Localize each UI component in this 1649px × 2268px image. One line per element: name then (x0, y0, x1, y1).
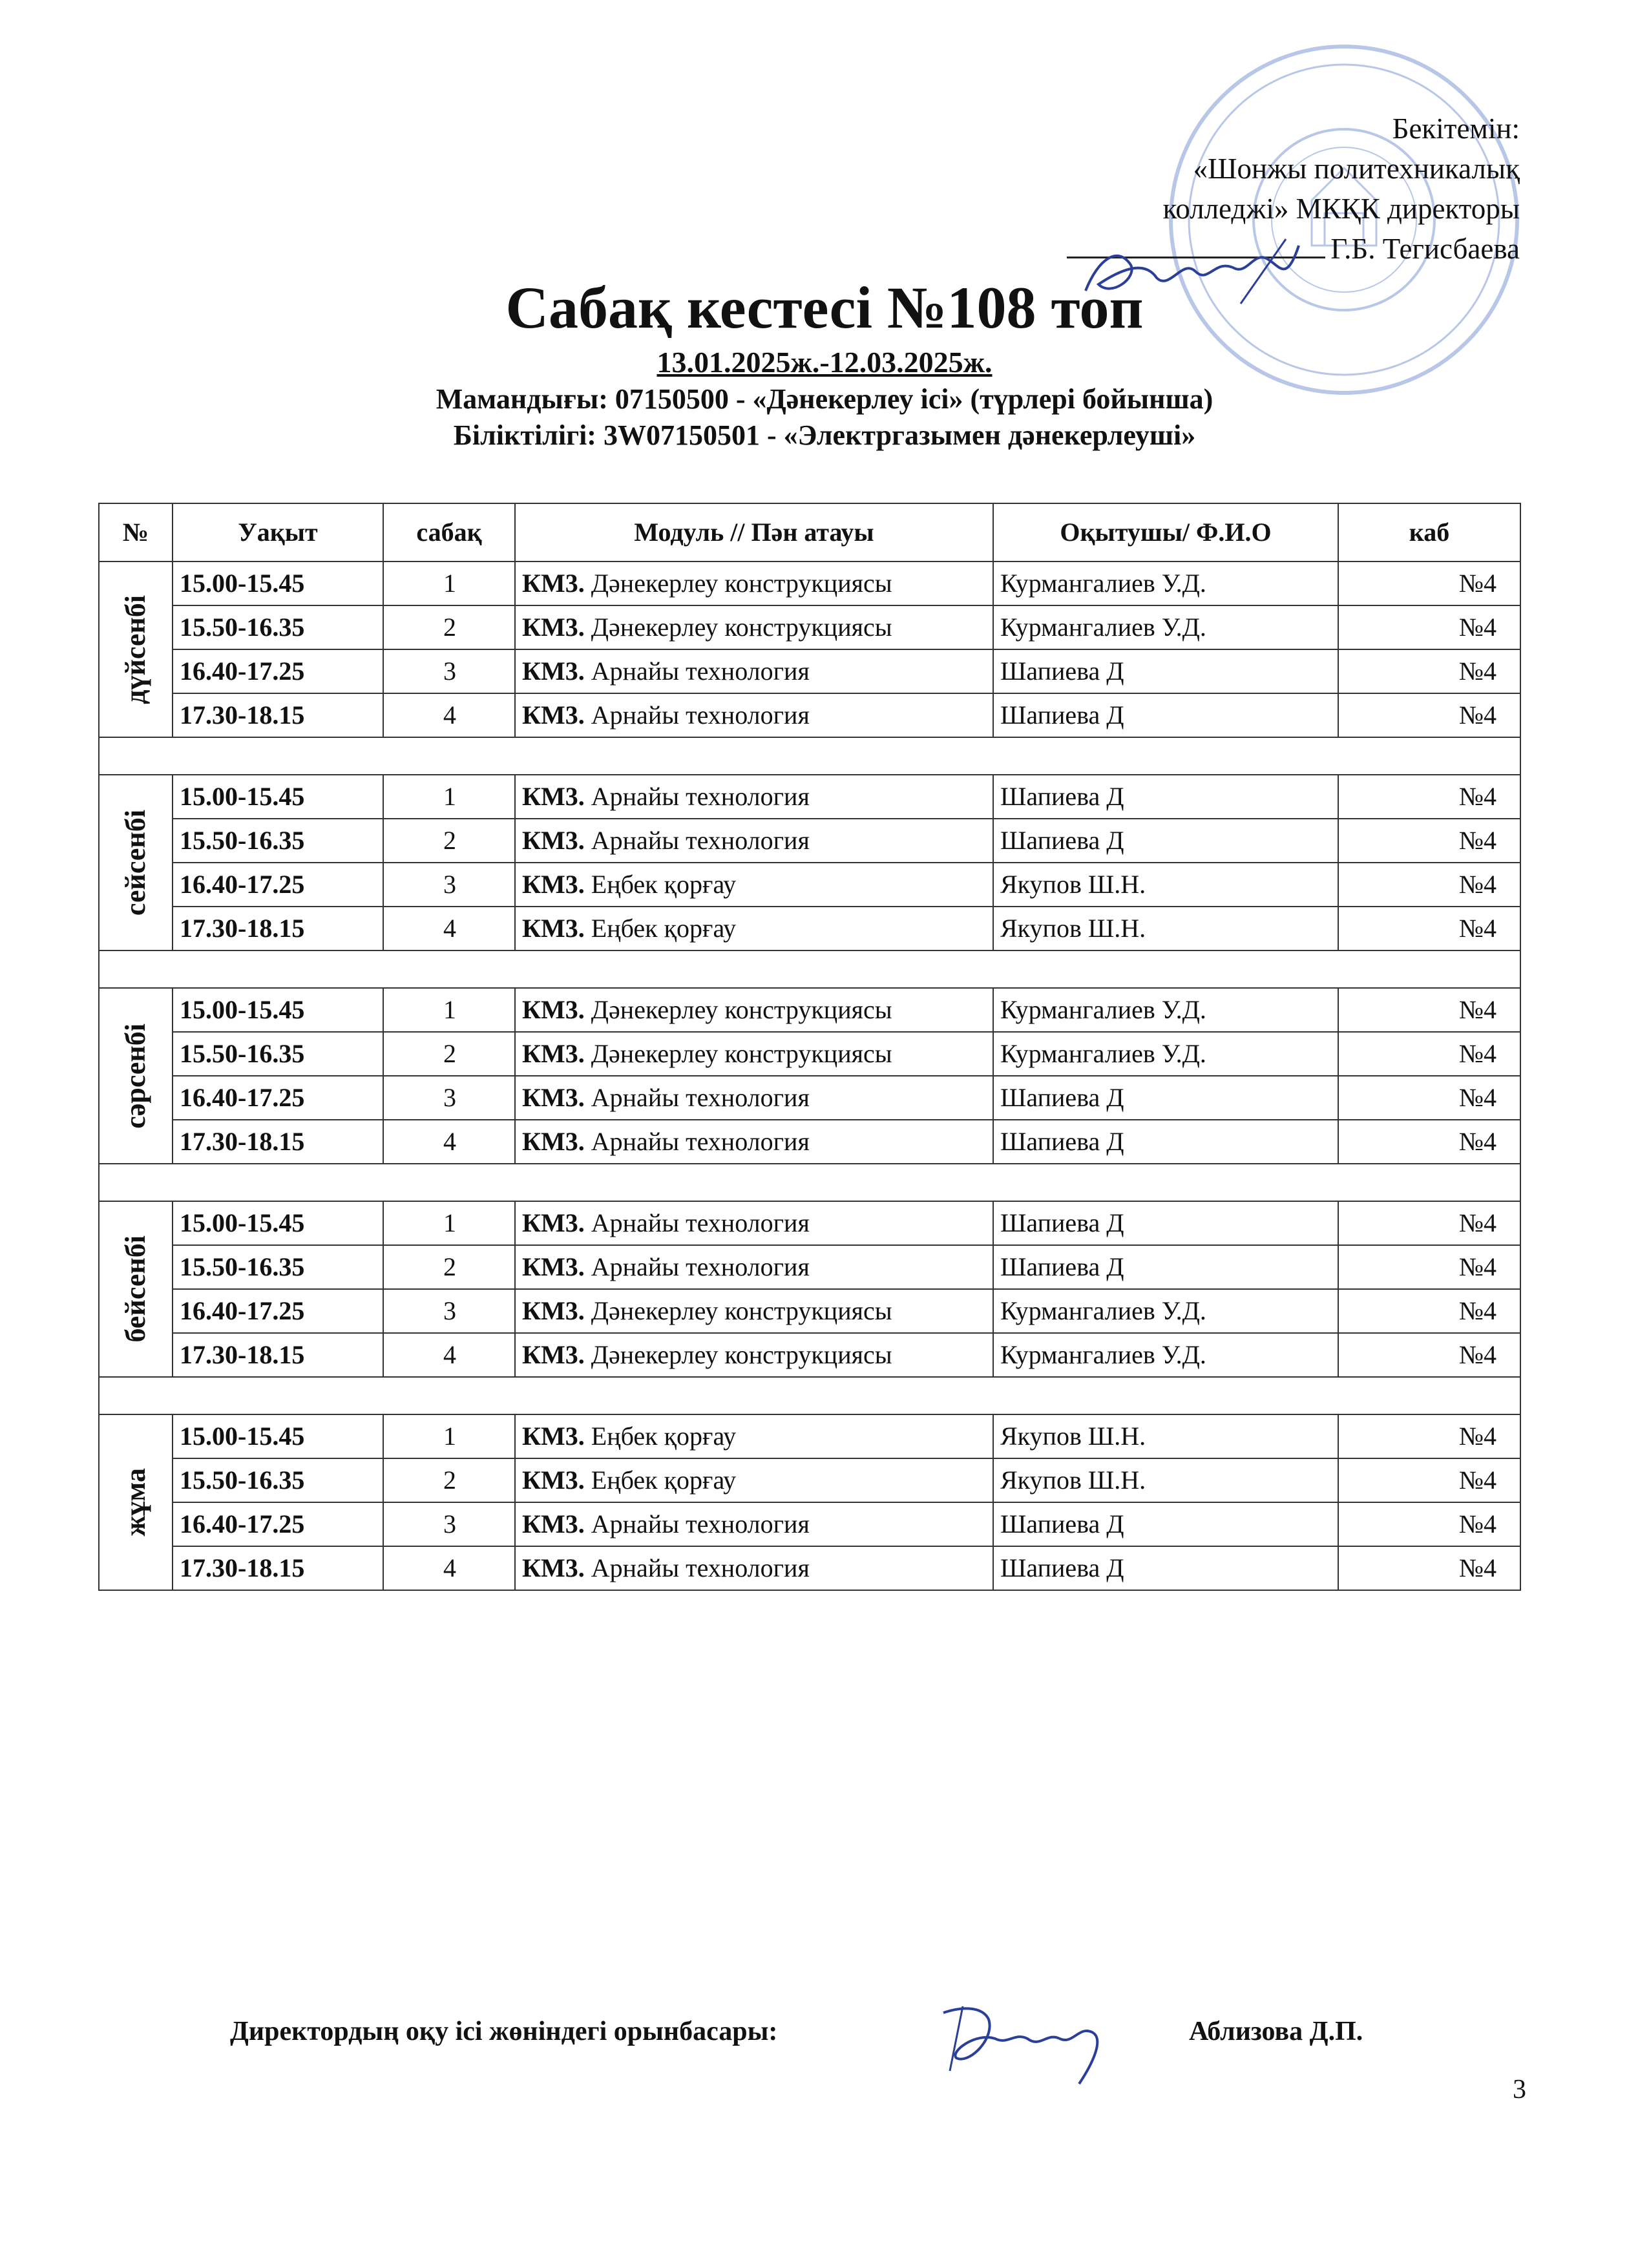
subject-cell (515, 1120, 993, 1164)
day-cell (99, 562, 173, 737)
lesson-number: 2 (383, 1032, 515, 1076)
deputy-director-name: Аблизова Д.П. (1189, 2017, 1363, 2046)
day-separator (99, 950, 1520, 988)
lesson-number: 2 (383, 605, 515, 649)
lesson-number: 1 (383, 562, 515, 605)
subject-name: Арнайы технология (591, 826, 810, 855)
specialty-line: Мамандығы: 07150500 - «Дәнекерлеу ісі» (түрлері бойынша) (436, 383, 1213, 415)
module-code: КМ3. (522, 1127, 585, 1156)
approval-signer: Г.Б. Тегисбаева (1330, 233, 1520, 265)
subject-name: Дәнекерлеу конструкциясы (591, 569, 892, 598)
subject-name: Арнайы технология (591, 1509, 810, 1538)
lesson-time: 15.00-15.45 (173, 1201, 383, 1245)
subject-name: Дәнекерлеу конструкциясы (591, 1039, 892, 1068)
day-separator-row (99, 950, 1520, 988)
teacher-name: Курмангалиев У.Д. (993, 1289, 1338, 1333)
day-cell (99, 1201, 173, 1377)
day-separator-row (99, 1164, 1520, 1201)
document-title-block (0, 271, 1649, 454)
teacher-name: Шапиева Д (993, 775, 1338, 819)
module-code: КМ3. (522, 870, 585, 899)
subject-cell (515, 605, 993, 649)
lesson-time: 15.50-16.35 (173, 1032, 383, 1076)
room-number: №4 (1338, 562, 1520, 605)
day-label: бейсенбі (120, 1235, 151, 1343)
lesson-time: 17.30-18.15 (173, 1120, 383, 1164)
lesson-number: 4 (383, 1333, 515, 1377)
subject-name: Арнайы технология (591, 782, 810, 811)
table-row (99, 1076, 1520, 1120)
lesson-time: 15.00-15.45 (173, 988, 383, 1032)
approval-line-1: Бекітемін: (1392, 112, 1520, 145)
table-row (99, 1032, 1520, 1076)
lesson-number: 3 (383, 649, 515, 693)
teacher-name: Якупов Ш.Н. (993, 1414, 1338, 1458)
teacher-name: Якупов Ш.Н. (993, 1458, 1338, 1502)
subject-name: Арнайы технология (591, 1252, 810, 1281)
room-number: №4 (1338, 988, 1520, 1032)
subject-name: Дәнекерлеу конструкциясы (591, 995, 892, 1024)
day-cell (99, 1414, 173, 1590)
table-row (99, 562, 1520, 605)
module-code: КМ3. (522, 995, 585, 1024)
table-row (99, 1245, 1520, 1289)
room-number: №4 (1338, 863, 1520, 907)
room-number: №4 (1338, 1245, 1520, 1289)
room-number: №4 (1338, 907, 1520, 950)
table-row (99, 1289, 1520, 1333)
lesson-time: 16.40-17.25 (173, 1502, 383, 1546)
lesson-number: 2 (383, 1458, 515, 1502)
header-lesson: сабақ (383, 503, 515, 562)
subject-name: Дәнекерлеу конструкциясы (591, 613, 892, 642)
table-row (99, 1120, 1520, 1164)
table-row (99, 1502, 1520, 1546)
lesson-number: 3 (383, 863, 515, 907)
table-row (99, 988, 1520, 1032)
lesson-number: 2 (383, 819, 515, 863)
table-row (99, 693, 1520, 737)
subject-cell (515, 1245, 993, 1289)
lesson-number: 1 (383, 988, 515, 1032)
header-subject: Модуль // Пән атауы (515, 503, 993, 562)
lesson-number: 4 (383, 907, 515, 950)
date-range: 13.01.2025ж.-12.03.2025ж. (656, 346, 993, 379)
subject-name: Еңбек қорғау (591, 1465, 737, 1495)
lesson-time: 15.50-16.35 (173, 819, 383, 863)
subject-name: Арнайы технология (591, 700, 810, 730)
teacher-name: Шапиева Д (993, 1201, 1338, 1245)
subject-cell (515, 775, 993, 819)
table-row (99, 775, 1520, 819)
module-code: КМ3. (522, 700, 585, 730)
module-code: КМ3. (522, 1039, 585, 1068)
subject-cell (515, 1201, 993, 1245)
lesson-number: 3 (383, 1289, 515, 1333)
header-teacher: Оқытушы/ Ф.И.О (993, 503, 1338, 562)
lesson-time: 17.30-18.15 (173, 693, 383, 737)
subject-cell (515, 1414, 993, 1458)
module-code: КМ3. (522, 1340, 585, 1369)
teacher-name: Шапиева Д (993, 1076, 1338, 1120)
subject-name: Еңбек қорғау (591, 914, 737, 943)
teacher-name: Шапиева Д (993, 693, 1338, 737)
subject-name: Еңбек қорғау (591, 870, 737, 899)
lesson-time: 15.50-16.35 (173, 605, 383, 649)
day-separator (99, 1377, 1520, 1414)
day-label: сәрсенбі (120, 1023, 151, 1129)
header-number: № (99, 503, 173, 562)
lesson-number: 1 (383, 1414, 515, 1458)
subject-cell (515, 1546, 993, 1590)
lesson-time: 16.40-17.25 (173, 649, 383, 693)
room-number: №4 (1338, 1333, 1520, 1377)
room-number: №4 (1338, 1120, 1520, 1164)
table-row (99, 863, 1520, 907)
subject-cell (515, 1032, 993, 1076)
teacher-name: Курмангалиев У.Д. (993, 605, 1338, 649)
approval-line-2: «Шонжы политехникалық (1193, 152, 1520, 185)
subject-name: Дәнекерлеу конструкциясы (591, 1296, 892, 1325)
room-number: №4 (1338, 693, 1520, 737)
subject-name: Еңбек қорғау (591, 1422, 737, 1451)
lesson-number: 4 (383, 693, 515, 737)
day-separator (99, 737, 1520, 775)
day-label: жұма (120, 1468, 151, 1537)
module-code: КМ3. (522, 1553, 585, 1582)
lesson-time: 17.30-18.15 (173, 1333, 383, 1377)
teacher-name: Якупов Ш.Н. (993, 863, 1338, 907)
lesson-time: 15.00-15.45 (173, 1414, 383, 1458)
room-number: №4 (1338, 1458, 1520, 1502)
lesson-number: 3 (383, 1076, 515, 1120)
module-code: КМ3. (522, 1208, 585, 1237)
subject-cell (515, 1458, 993, 1502)
subject-name: Арнайы технология (591, 1127, 810, 1156)
lesson-time: 15.00-15.45 (173, 562, 383, 605)
subject-name: Дәнекерлеу конструкциясы (591, 1340, 892, 1369)
document-title: Сабақ кестесі №108 топ (505, 275, 1144, 341)
room-number: №4 (1338, 1502, 1520, 1546)
module-code: КМ3. (522, 569, 585, 598)
room-number: №4 (1338, 1032, 1520, 1076)
teacher-name: Курмангалиев У.Д. (993, 562, 1338, 605)
table-row (99, 1414, 1520, 1458)
day-label: сейсенбі (120, 809, 151, 916)
schedule-table (98, 503, 1521, 1591)
day-separator-row (99, 1377, 1520, 1414)
teacher-name: Курмангалиев У.Д. (993, 1032, 1338, 1076)
subject-cell (515, 1502, 993, 1546)
module-code: КМ3. (522, 1296, 585, 1325)
table-row (99, 1458, 1520, 1502)
qualification-line: Біліктілігі: 3W07150501 - «Электргазымен дәнекерлеуші» (453, 419, 1196, 451)
subject-cell (515, 907, 993, 950)
lesson-time: 16.40-17.25 (173, 1076, 383, 1120)
lesson-time: 16.40-17.25 (173, 1289, 383, 1333)
module-code: КМ3. (522, 1465, 585, 1495)
subject-cell (515, 649, 993, 693)
room-number: №4 (1338, 1289, 1520, 1333)
lesson-time: 15.00-15.45 (173, 775, 383, 819)
subject-cell (515, 1289, 993, 1333)
room-number: №4 (1338, 1414, 1520, 1458)
teacher-name: Курмангалиев У.Д. (993, 988, 1338, 1032)
table-row (99, 1201, 1520, 1245)
header-time: Уақыт (173, 503, 383, 562)
module-code: КМ3. (522, 1422, 585, 1451)
header-room: каб (1338, 503, 1520, 562)
teacher-name: Шапиева Д (993, 1502, 1338, 1546)
subject-cell (515, 1333, 993, 1377)
day-label: дүйсенбі (120, 594, 151, 704)
table-row (99, 649, 1520, 693)
module-code: КМ3. (522, 1509, 585, 1538)
teacher-name: Шапиева Д (993, 1546, 1338, 1590)
table-header-row (99, 503, 1520, 562)
lesson-number: 4 (383, 1546, 515, 1590)
lesson-number: 1 (383, 1201, 515, 1245)
lesson-time: 16.40-17.25 (173, 863, 383, 907)
module-code: КМ3. (522, 1252, 585, 1281)
lesson-time: 17.30-18.15 (173, 907, 383, 950)
lesson-time: 17.30-18.15 (173, 1546, 383, 1590)
subject-cell (515, 693, 993, 737)
teacher-name: Шапиева Д (993, 1120, 1338, 1164)
lesson-number: 3 (383, 1502, 515, 1546)
table-row (99, 1333, 1520, 1377)
table-row (99, 819, 1520, 863)
day-separator-row (99, 737, 1520, 775)
table-row (99, 907, 1520, 950)
day-cell (99, 775, 173, 950)
table-row (99, 605, 1520, 649)
room-number: №4 (1338, 605, 1520, 649)
module-code: КМ3. (522, 1083, 585, 1112)
subject-name: Арнайы технология (591, 1083, 810, 1112)
teacher-name: Шапиева Д (993, 1245, 1338, 1289)
day-separator (99, 1164, 1520, 1201)
subject-cell (515, 562, 993, 605)
approval-line-3: колледжі» МКҚК директоры (1162, 193, 1520, 225)
page-number: 3 (1513, 2075, 1526, 2105)
subject-cell (515, 819, 993, 863)
lesson-number: 2 (383, 1245, 515, 1289)
room-number: №4 (1338, 649, 1520, 693)
module-code: КМ3. (522, 914, 585, 943)
subject-name: Арнайы технология (591, 656, 810, 686)
teacher-name: Курмангалиев У.Д. (993, 1333, 1338, 1377)
room-number: №4 (1338, 1201, 1520, 1245)
room-number: №4 (1338, 819, 1520, 863)
teacher-name: Шапиева Д (993, 819, 1338, 863)
day-cell (99, 988, 173, 1164)
module-code: КМ3. (522, 613, 585, 642)
room-number: №4 (1338, 775, 1520, 819)
deputy-signature (924, 1987, 1137, 2097)
subject-name: Арнайы технология (591, 1553, 810, 1582)
teacher-name: Якупов Ш.Н. (993, 907, 1338, 950)
subject-name: Арнайы технология (591, 1208, 810, 1237)
lesson-number: 1 (383, 775, 515, 819)
deputy-director-role: Директордың оқу ісі жөніндегі орынбасары: (230, 2017, 778, 2046)
teacher-name: Шапиева Д (993, 649, 1338, 693)
subject-cell (515, 988, 993, 1032)
lesson-time: 15.50-16.35 (173, 1458, 383, 1502)
lesson-number: 4 (383, 1120, 515, 1164)
module-code: КМ3. (522, 656, 585, 686)
subject-cell (515, 863, 993, 907)
module-code: КМ3. (522, 826, 585, 855)
room-number: №4 (1338, 1546, 1520, 1590)
module-code: КМ3. (522, 782, 585, 811)
subject-cell (515, 1076, 993, 1120)
lesson-time: 15.50-16.35 (173, 1245, 383, 1289)
table-row (99, 1546, 1520, 1590)
room-number: №4 (1338, 1076, 1520, 1120)
